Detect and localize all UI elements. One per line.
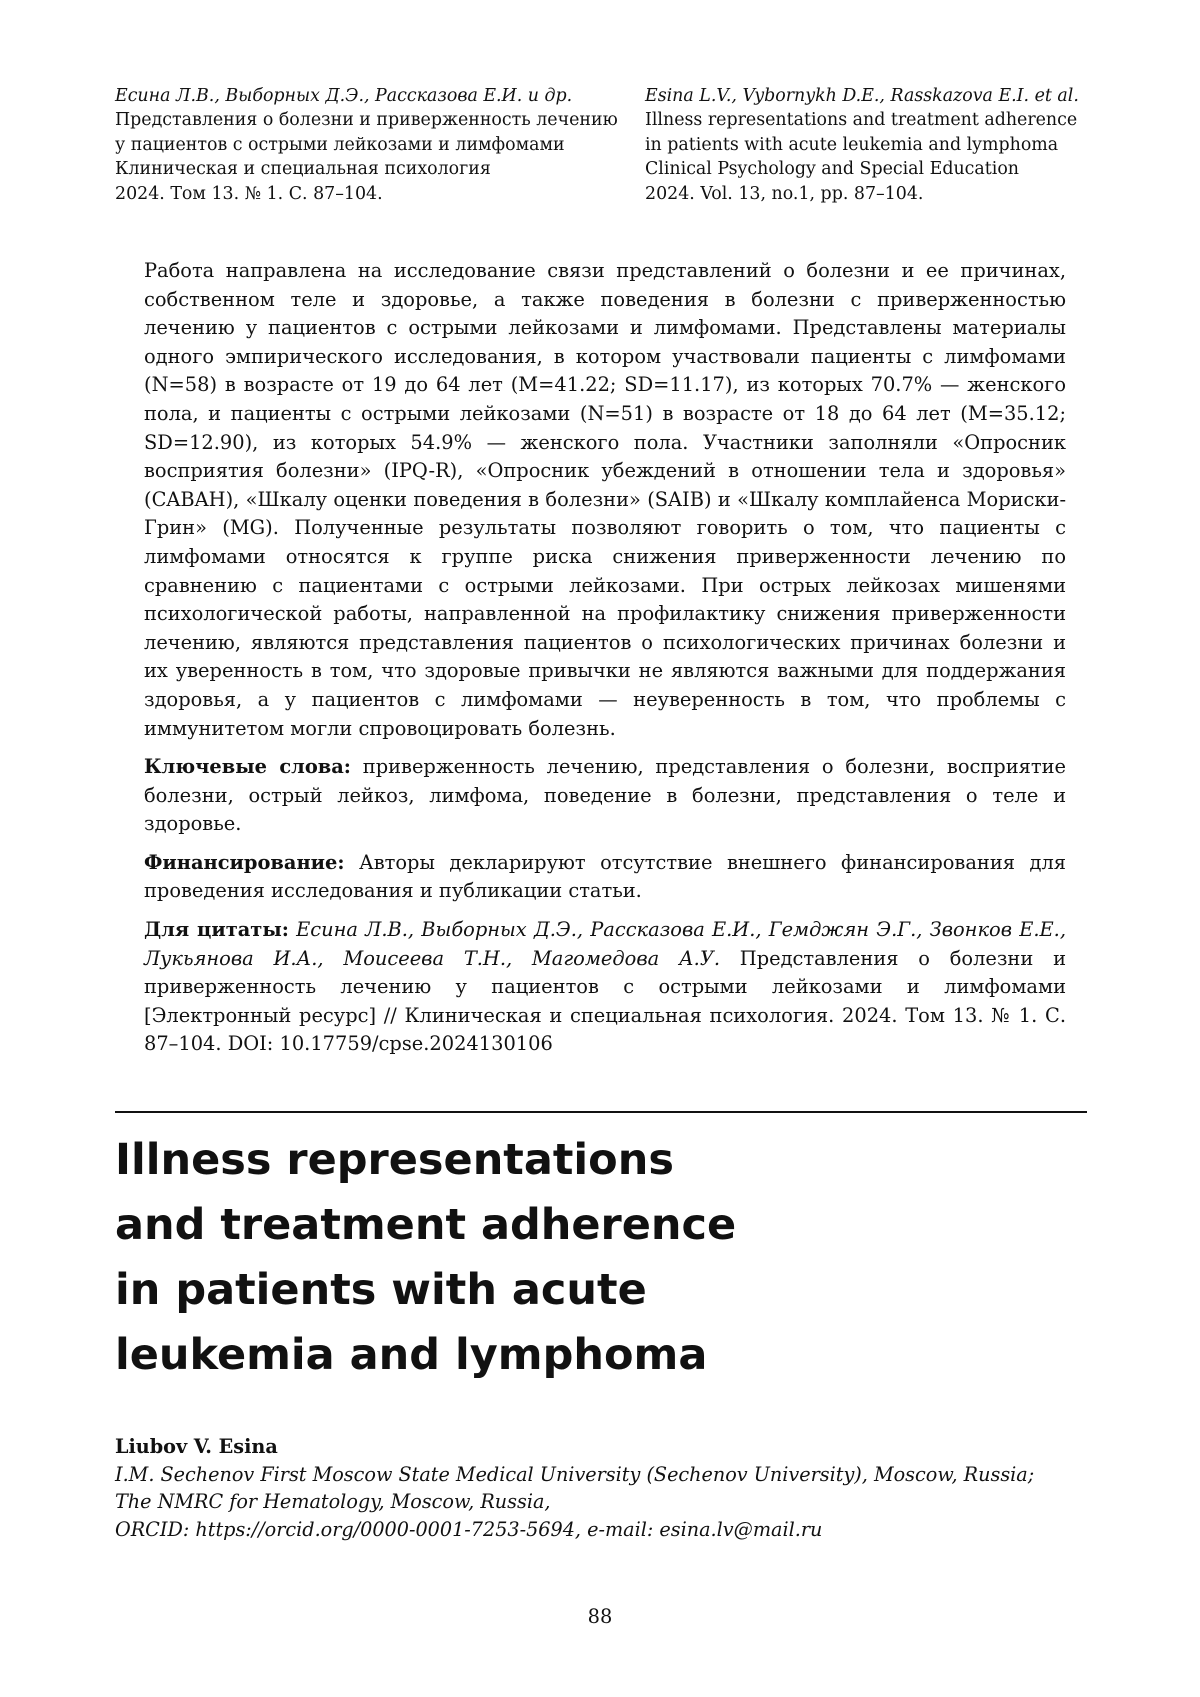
running-header-english <box>645 84 1079 206</box>
header-en-journal: Clinical Psychology and Special Education <box>645 157 1079 181</box>
keywords-text: приверженность лечению, представления о болезни, восприятие болезни, острый лейкоз, лимфома, поведение в болезни, представления о теле и здоровье. <box>144 755 1066 835</box>
author-affiliation-2: The NMRC for Hematology, Moscow, Russia, <box>115 1488 1034 1516</box>
funding-paragraph <box>144 849 1066 906</box>
header-en-authors: Esina L.V., Vybornykh D.E., Rasskazova E.I. et al. <box>645 84 1079 108</box>
header-ru-issue: 2024. Том 13. № 1. С. 87–104. <box>115 182 618 206</box>
abstract-block <box>144 257 1066 1059</box>
header-en-title-line1: Illness representations and treatment adherence <box>645 108 1079 132</box>
english-title-line4: leukemia and lymphoma <box>115 1323 1015 1388</box>
header-ru-title-line2: у пациентов с острыми лейкозами и лимфомами <box>115 133 618 157</box>
english-title-line3: in patients with acute <box>115 1258 1015 1323</box>
header-ru-authors: Есина Л.В., Выборных Д.Э., Рассказова Е.И. и др. <box>115 84 618 108</box>
page-number: 88 <box>0 1605 1200 1628</box>
english-title-line2: and treatment adherence <box>115 1193 1015 1258</box>
english-article-title <box>115 1128 1015 1388</box>
keywords-paragraph <box>144 753 1066 839</box>
english-title-line1: Illness representations <box>115 1128 1015 1193</box>
funding-label: Финансирование: <box>144 851 345 874</box>
funding-text: Авторы декларируют отсутствие внешнего финансирования для проведения исследования и публикации статьи. <box>144 851 1066 903</box>
keywords-label: Ключевые слова: <box>144 755 351 778</box>
header-en-title-line2: in patients with acute leukemia and lymphoma <box>645 133 1079 157</box>
section-divider <box>115 1111 1087 1113</box>
author-block <box>115 1433 1034 1543</box>
citation-paragraph <box>144 916 1066 1059</box>
header-ru-journal: Клиническая и специальная психология <box>115 157 618 181</box>
citation-label: Для цитаты: <box>144 918 289 941</box>
author-affiliation-1: I.M. Sechenov First Moscow State Medical University (Sechenov University), Moscow, Russia; <box>115 1461 1034 1489</box>
header-ru-title-line1: Представления о болезни и приверженность лечению <box>115 108 618 132</box>
header-en-issue: 2024. Vol. 13, no.1, pp. 87–104. <box>645 182 1079 206</box>
abstract-text: Работа направлена на исследование связи представлений о болезни и ее причинах, собственном теле и здоровье, а также поведения в болезни с приверженностью лечению у пациентов с острыми лейкозами и лимфомами. Представлены материалы одного эмпирического исследования, в котором участвовали пациенты с лимфомами (N=58) в возрасте от 19 до 64 лет (M=41.22; SD=11.17), из которых 70.7% — женского пола, и пациенты с острыми лейкозами (N=51) в возрасте от 18 до 64 лет (M=35.12; SD=12.90), из которых 54.9% — женского пола. Участники заполняли «Опросник восприятия болезни» (IPQ-R), «Опросник убеждений в отношении тела и здоровья» (CABAH), «Шкалу оценки поведения в болезни» (SAIB) и «Шкалу комплайенса Мориски-Грин» (MG). Полученные результаты позволяют говорить о том, что пациенты с лимфомами относятся к группе риска снижения приверженности лечению по сравнению с пациентами с острыми лейкозами. При острых лейкозах мишенями психологической работы, направленной на профилактику снижения приверженности лечению, являются представления пациентов о психологических причинах болезни и их уверенность в том, что здоровые привычки не являются важными для поддержания здоровья, а у пациентов с лимфомами — неуверенность в том, что проблемы с иммунитетом могли спровоцировать болезнь. <box>144 257 1066 743</box>
citation-text: Представления о болезни и приверженность лечению у пациентов с острыми лейкозами и лимфомами [Электронный ресурс] // Клиническая и специальная психология. 2024. Том 13. № 1. С. 87–104. DOI: 10.17759/cpse.2024130106 <box>144 947 1066 1056</box>
author-contact: ORCID: https://orcid.org/0000-0001-7253-5694, e-mail: esina.lv@mail.ru <box>115 1516 1034 1544</box>
author-name: Liubov V. Esina <box>115 1433 1034 1461</box>
citation-authors: Есина Л.В., Выборных Д.Э., Рассказова Е.И., Гемджян Э.Г., Звонков Е.Е., Лукьянова И.А., Моисеева Т.Н., Магомедова А.У. <box>144 918 1066 970</box>
running-header-russian <box>115 84 618 206</box>
